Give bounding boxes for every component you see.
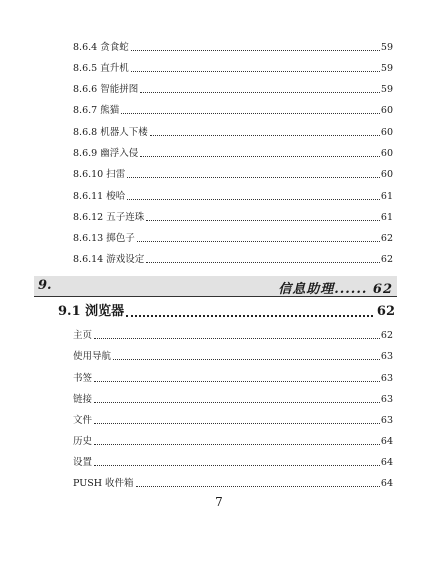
- toc-entry[interactable]: [73, 42, 393, 54]
- toc-entry[interactable]: [73, 351, 393, 363]
- toc-entry[interactable]: [73, 63, 393, 75]
- toc-entry-page: 63: [380, 351, 393, 362]
- dot-leader: [131, 71, 380, 72]
- dot-leader: [94, 444, 380, 445]
- dot-leader: [136, 486, 380, 487]
- toc-entry[interactable]: [73, 148, 393, 160]
- toc-entry-page: 60: [380, 127, 393, 138]
- toc-entry-label: PUSH 收件箱: [73, 478, 134, 489]
- section-heading[interactable]: [58, 304, 395, 320]
- dot-leader: [131, 50, 380, 51]
- toc-entry-page: 59: [380, 63, 393, 74]
- toc-entry-label: 8.6.11 梭哈: [73, 191, 126, 202]
- toc-entry[interactable]: [73, 84, 393, 96]
- toc-entry[interactable]: [73, 457, 393, 469]
- toc-entry-label: 书签: [73, 373, 93, 384]
- toc-entry-label: 8.6.14 游戏设定: [73, 254, 145, 265]
- chapter-number: 9.: [38, 278, 52, 293]
- toc-entry[interactable]: [73, 394, 393, 406]
- toc-entry[interactable]: [73, 373, 393, 385]
- dot-leader: [140, 92, 380, 93]
- dot-leader: [121, 113, 380, 114]
- dot-leader: [137, 241, 380, 242]
- toc-entry-page: 59: [380, 84, 393, 95]
- toc-entry[interactable]: [73, 233, 393, 245]
- toc-entry-label: 8.6.12 五子连珠: [73, 212, 145, 223]
- toc-entry-label: 8.6.13 掷色子: [73, 233, 135, 244]
- toc-entry[interactable]: [73, 127, 393, 139]
- toc-entry[interactable]: [73, 212, 393, 224]
- toc-entry[interactable]: [73, 191, 393, 203]
- toc-entry[interactable]: [73, 254, 393, 266]
- toc-entry-label: 链接: [73, 394, 93, 405]
- chapter-page: 62: [372, 282, 393, 297]
- toc-entry-label: 8.6.6 智能拼图: [73, 84, 139, 95]
- toc-entry[interactable]: [73, 330, 393, 342]
- dot-leader: [94, 402, 380, 403]
- toc-entry-page: 62: [380, 330, 393, 341]
- dot-leader: [94, 465, 380, 466]
- toc-entry-page: 64: [380, 478, 393, 489]
- dot-leader: [146, 262, 380, 263]
- toc-entry-label: 8.6.9 幽浮入侵: [73, 148, 139, 159]
- dot-leader: [94, 338, 380, 339]
- dot-leader: [150, 135, 380, 136]
- toc-entry-page: 63: [380, 415, 393, 426]
- toc-entry-page: 60: [380, 105, 393, 116]
- toc-entry-label: 历史: [73, 436, 93, 447]
- toc-entry-label: 主页: [73, 330, 93, 341]
- toc-entry-page: 62: [380, 233, 393, 244]
- toc-entry-label: 8.6.7 熊猫: [73, 105, 120, 116]
- page-number: 7: [215, 495, 223, 509]
- dot-leader: [113, 359, 380, 360]
- dot-leader: [127, 177, 380, 178]
- dot-leader: [126, 315, 373, 317]
- toc-entry-page: 59: [380, 42, 393, 53]
- section-page: 62: [376, 304, 395, 319]
- toc-entry[interactable]: [73, 169, 393, 181]
- toc-entry-page: 62: [380, 254, 393, 265]
- toc-entry[interactable]: [73, 105, 393, 117]
- toc-entry-page: 61: [380, 212, 393, 223]
- toc-entry-label: 使用导航: [73, 351, 112, 362]
- dot-leader: [94, 423, 380, 424]
- toc-entry[interactable]: [73, 478, 393, 490]
- chapter-heading[interactable]: [34, 276, 397, 297]
- toc-entry-page: 60: [380, 148, 393, 159]
- toc-entry-page: 63: [380, 373, 393, 384]
- dot-leader: [127, 199, 380, 200]
- toc-entry-page: 61: [380, 191, 393, 202]
- toc-entry-label: 设置: [73, 457, 93, 468]
- chapter-title: 信息助理...... 62: [278, 282, 393, 297]
- toc-entry-label: 8.6.10 扫雷: [73, 169, 126, 180]
- toc-entry-label: 8.6.8 机器人下楼: [73, 127, 148, 138]
- dot-leader: [140, 156, 380, 157]
- toc-entry[interactable]: [73, 436, 393, 448]
- dot-leader: [94, 381, 380, 382]
- toc-entry-page: 64: [380, 436, 393, 447]
- toc-entry-label: 8.6.4 贪食蛇: [73, 42, 129, 53]
- toc-entry-page: 64: [380, 457, 393, 468]
- toc-entry-page: 63: [380, 394, 393, 405]
- toc-entry-label: 8.6.5 直升机: [73, 63, 129, 74]
- section-label: 9.1 浏览器: [58, 304, 125, 319]
- toc-entry[interactable]: [73, 415, 393, 427]
- toc-entry-page: 60: [380, 169, 393, 180]
- dot-leader: [146, 220, 380, 221]
- toc-entry-label: 文件: [73, 415, 93, 426]
